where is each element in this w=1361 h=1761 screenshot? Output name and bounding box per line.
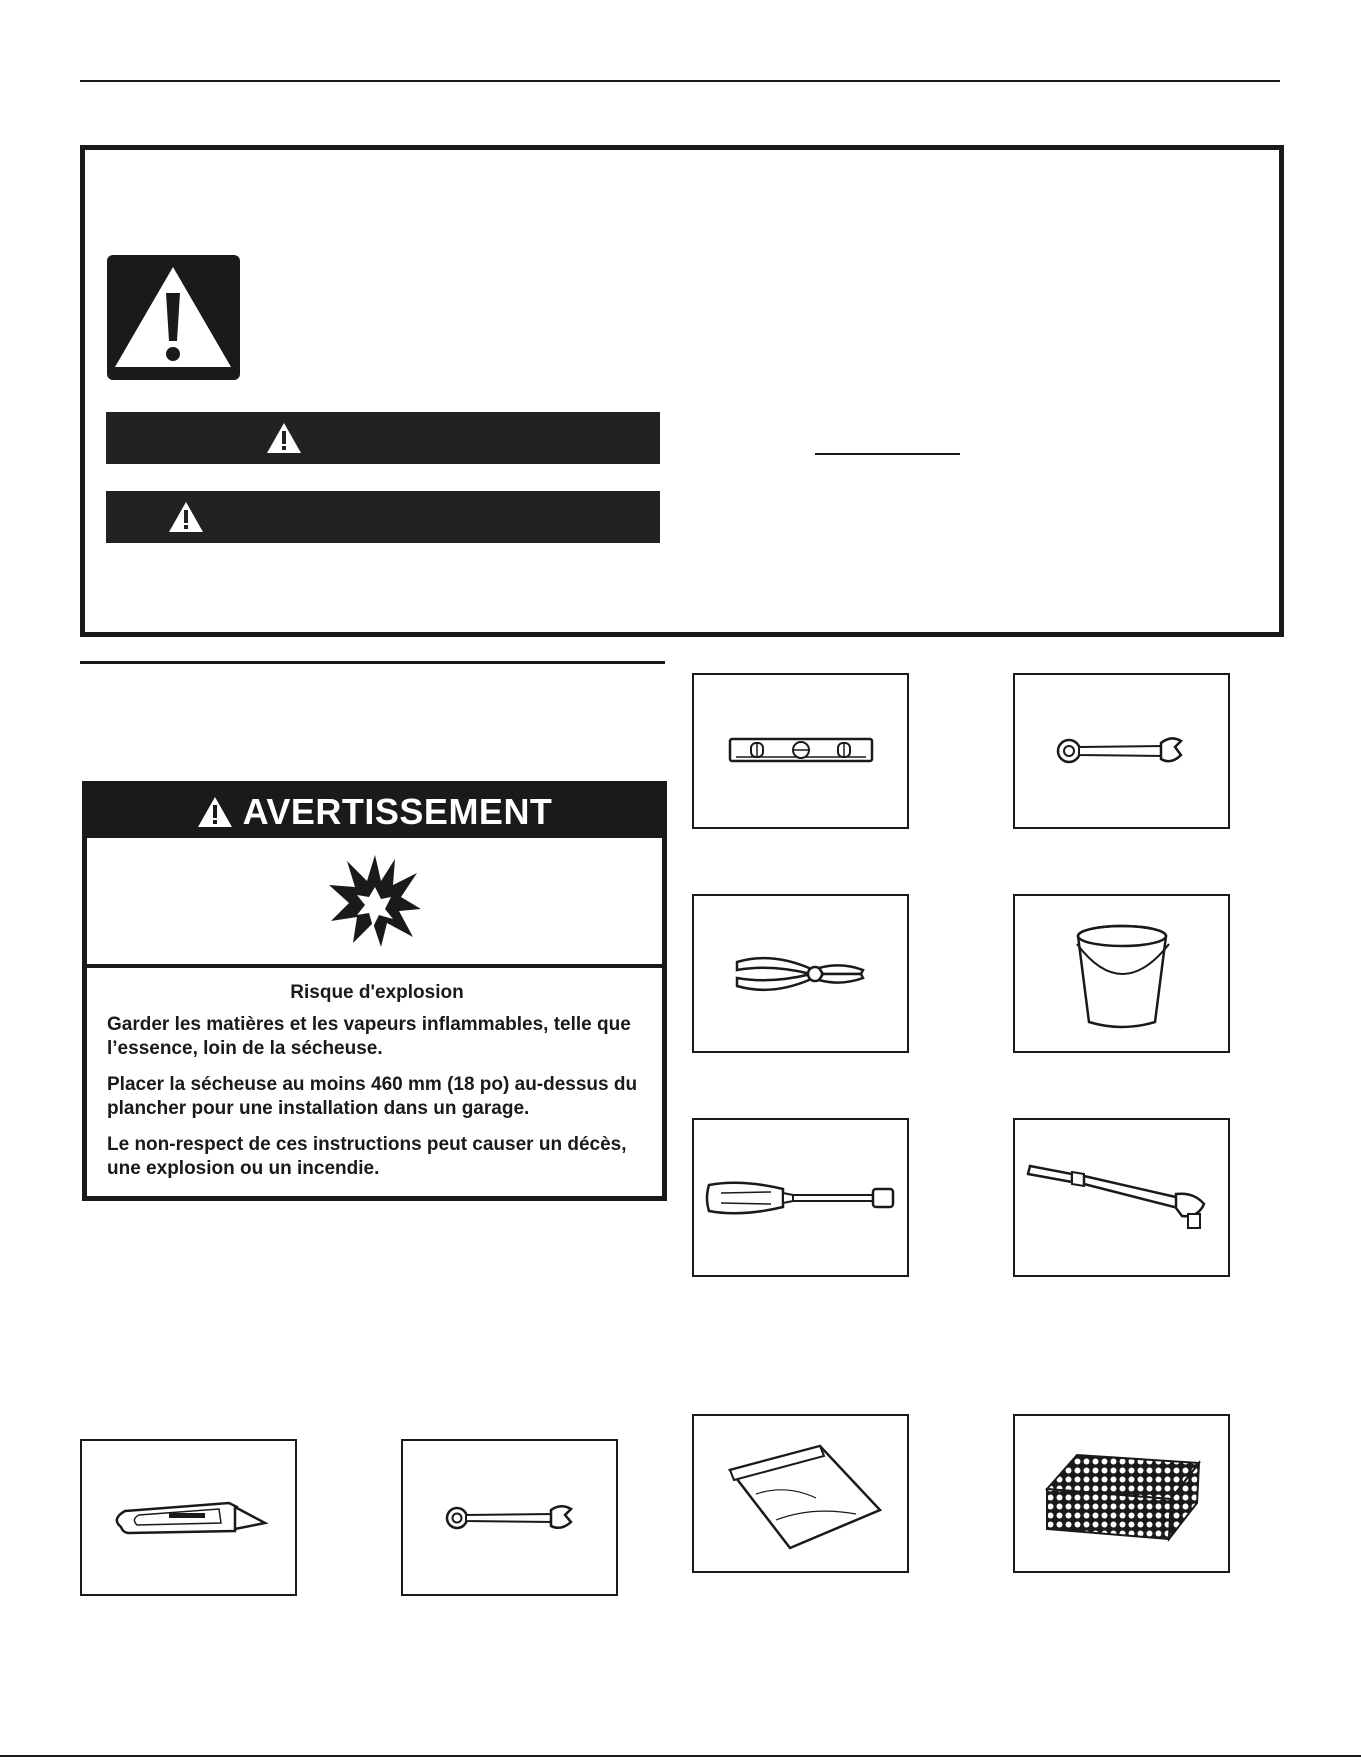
warning-signal-bar (106, 491, 660, 543)
tool-utility-knife (80, 1439, 297, 1596)
warning-triangle-icon (197, 796, 233, 828)
danger-signal-bar (106, 412, 660, 464)
tool-ratchet (1013, 1118, 1230, 1277)
top-rule (80, 80, 1280, 82)
warning-icon-panel (87, 838, 662, 968)
reference-underline (815, 453, 960, 455)
warning-paragraph: Garder les matières et les vapeurs inflammables, telle que l’essence, loin de la sécheuse. (107, 1014, 631, 1059)
hazard-title: Risque d'explosion (290, 982, 464, 1003)
open-end-wrench-icon (1047, 731, 1197, 771)
utility-knife-icon (109, 1493, 269, 1543)
tool-plastic-bag (692, 1414, 909, 1573)
warning-triangle-icon (266, 422, 302, 454)
tool-nut-driver (692, 1118, 909, 1277)
safety-info-box (80, 145, 1284, 637)
signal-word: AVERTISSEMENT (242, 791, 553, 832)
warning-paragraph: Placer la sécheuse au moins 460 mm (18 po) au-dessus du plancher pour une installation dans un garage. (107, 1074, 638, 1119)
warning-paragraph: Le non-respect de ces instructions peut causer un décès, une explosion ou un incendie. (107, 1134, 627, 1179)
bottom-rule (0, 1755, 1361, 1757)
tool-pliers (692, 894, 909, 1053)
nut-driver-icon (701, 1173, 901, 1223)
warning-header (87, 786, 662, 838)
tool-open-end-wrench (1013, 673, 1230, 829)
tool-level (692, 673, 909, 829)
tool-small-wrench (401, 1439, 618, 1596)
tool-bucket (1013, 894, 1230, 1053)
warning-text (107, 981, 647, 1193)
warning-triangle-icon (168, 501, 204, 533)
section-rule (80, 661, 665, 664)
small-wrench-icon (435, 1498, 585, 1538)
warning-triangle-icon (107, 255, 240, 380)
pliers-icon (731, 944, 871, 1004)
level-icon (726, 731, 876, 771)
safety-alert-symbol (107, 255, 240, 380)
tool-sponge (1013, 1414, 1230, 1573)
plastic-bag-icon (716, 1434, 886, 1554)
explosion-warning-panel (82, 781, 667, 1201)
ratchet-icon (1022, 1148, 1222, 1248)
explosion-icon (325, 851, 425, 951)
bucket-icon (1067, 914, 1177, 1034)
sponge-icon (1037, 1439, 1207, 1549)
